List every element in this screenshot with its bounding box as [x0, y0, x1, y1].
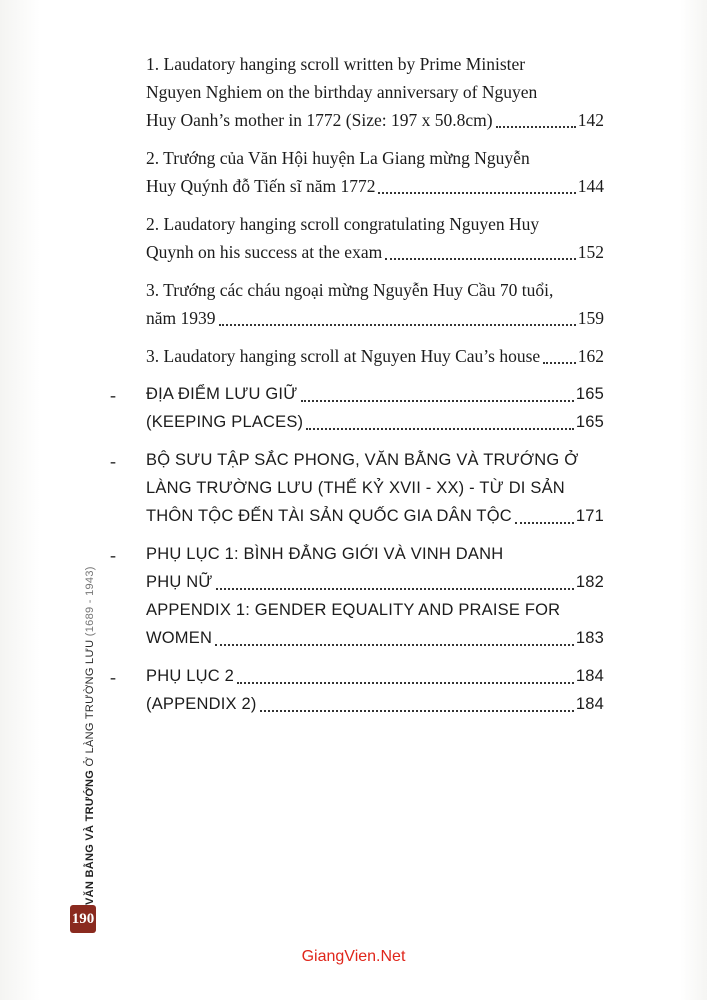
page-number: 190: [71, 910, 95, 927]
toc-line-text: Nguyen Nghiem on the birthday anniversary of Nguyen: [146, 82, 538, 102]
toc-line-text: ĐỊA ĐIỂM LƯU GIỮ: [146, 385, 298, 403]
toc-line-text: 2. Trướng của Văn Hội huyện La Giang mừng Nguyễn: [146, 148, 530, 168]
toc-line-text: 3. Trướng các cháu ngoại mừng Nguyễn Huy Cầu 70 tuổi,: [146, 280, 554, 300]
toc-line-text: WOMEN: [146, 629, 213, 647]
toc-page-number: 165: [575, 413, 604, 431]
toc-line: [110, 172, 604, 200]
toc-page-number: 184: [575, 695, 604, 713]
toc-section[interactable]: [110, 380, 604, 436]
toc-entry[interactable]: [110, 50, 604, 134]
toc-entry[interactable]: [110, 144, 604, 200]
toc-line: [110, 144, 604, 172]
spine-title-rest: Ở LÀNG TRƯỜNG LƯU: [84, 636, 96, 770]
table-of-contents: [110, 50, 604, 728]
toc-line: [110, 238, 604, 266]
dot-leader: [237, 682, 574, 684]
toc-line-text: BỘ SƯU TẬP SẮC PHONG, VĂN BẰNG VÀ TRƯỚNG Ở: [146, 451, 579, 469]
toc-line: [110, 210, 604, 238]
dot-leader: [385, 258, 576, 260]
toc-line-text: 3. Laudatory hanging scroll at Nguyen Huy Cau’s house: [146, 346, 541, 366]
toc-line: [110, 50, 604, 78]
dot-leader: [543, 362, 576, 364]
toc-page-number: 183: [575, 629, 604, 647]
toc-page-number: 171: [575, 507, 604, 525]
toc-line-text: 2. Laudatory hanging scroll congratulating Nguyen Huy: [146, 214, 540, 234]
dot-leader: [378, 192, 575, 194]
toc-line: [110, 78, 604, 106]
toc-line: [110, 596, 604, 624]
toc-page-number: 144: [577, 176, 604, 196]
toc-line: [110, 662, 604, 690]
toc-line-text: (APPENDIX 2): [146, 695, 257, 713]
toc-line-text: Huy Quýnh đỗ Tiến sĩ năm 1772: [146, 176, 376, 196]
toc-line: [110, 568, 604, 596]
toc-line-text: PHỤ LỤC 2: [146, 667, 234, 685]
toc-line: [110, 540, 604, 568]
toc-page-number: 142: [577, 110, 604, 130]
dot-leader: [306, 428, 574, 430]
dot-leader: [515, 522, 574, 524]
bullet-dash: -: [110, 451, 116, 471]
toc-line: [110, 446, 604, 474]
bullet-dash: -: [110, 667, 116, 687]
toc-line: [110, 624, 604, 652]
toc-line-text: PHỤ LỤC 1: BÌNH ĐẲNG GIỚI VÀ VINH DANH: [146, 545, 504, 563]
toc-line: [110, 342, 604, 370]
spine-running-title: [84, 566, 96, 905]
toc-line-text: PHỤ NỮ: [146, 573, 213, 591]
toc-page-number: 165: [575, 385, 604, 403]
dot-leader: [301, 400, 574, 402]
toc-page-number: 162: [577, 346, 604, 366]
toc-line: [110, 380, 604, 408]
toc-section[interactable]: [110, 540, 604, 652]
dot-leader: [219, 324, 576, 326]
toc-line-text: APPENDIX 1: GENDER EQUALITY AND PRAISE FOR: [146, 601, 561, 619]
toc-page-number: 152: [577, 242, 604, 262]
toc-page-number: 184: [575, 667, 604, 685]
toc-line-text: năm 1939: [146, 308, 216, 328]
toc-line-text: 1. Laudatory hanging scroll written by Prime Minister: [146, 54, 526, 74]
toc-line-text: LÀNG TRƯỜNG LƯU (THẾ KỶ XVII - XX) - TỪ DI SẢN: [146, 479, 565, 497]
dot-leader: [215, 644, 574, 646]
toc-entry[interactable]: [110, 342, 604, 370]
spine-title-bold: VĂN BẰNG VÀ TRƯỚNG: [84, 769, 96, 905]
toc-line-text: THÔN TỘC ĐẾN TÀI SẢN QUỐC GIA DÂN TỘC: [146, 507, 512, 525]
toc-section[interactable]: [110, 446, 604, 530]
bullet-dash: -: [110, 385, 116, 405]
toc-line: [110, 304, 604, 332]
dot-leader: [260, 710, 574, 712]
toc-line: [110, 474, 604, 502]
dot-leader: [216, 588, 574, 590]
toc-line-text: Huy Oanh’s mother in 1772 (Size: 197 x 50.8cm): [146, 110, 493, 130]
dot-leader: [496, 126, 576, 128]
spine-years: (1689 - 1943): [84, 566, 96, 637]
toc-section[interactable]: [110, 662, 604, 718]
toc-line: [110, 690, 604, 718]
toc-line: [110, 106, 604, 134]
toc-line: [110, 276, 604, 304]
toc-line: [110, 502, 604, 530]
bullet-dash: -: [110, 545, 116, 565]
toc-line: [110, 408, 604, 436]
toc-entry[interactable]: [110, 276, 604, 332]
toc-line-text: (KEEPING PLACES): [146, 413, 304, 431]
watermark: GiangVien.Net: [301, 948, 406, 965]
toc-line-text: Quynh on his success at the exam: [146, 242, 383, 262]
toc-page-number: 159: [577, 308, 604, 328]
page-number-badge: [70, 905, 96, 933]
toc-entry[interactable]: [110, 210, 604, 266]
toc-page-number: 182: [575, 573, 604, 591]
